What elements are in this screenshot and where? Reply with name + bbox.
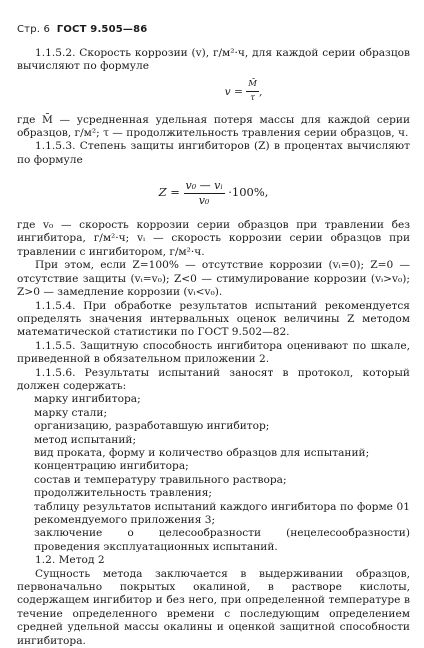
page-number: Стр. 6 [17, 24, 51, 35]
list-item: концентрацию ингибитора; [34, 460, 189, 473]
method-2-paragraph: Сущность метода заключается в выдерживании образцов, первоначально покрытых окалиной, в растворе кислоты, содержащем ингибитор и без него, при определенной температуре в течение определенного времени с последующим определением средней удельной массы окалины и оценкой защитной способности ингибитора. [17, 567, 410, 647]
formula1-fraction [246, 78, 259, 106]
list-item: марку ингибитора; [34, 393, 141, 406]
list-item: марку стали; [34, 406, 108, 419]
paragraph-1-1-5-2: 1.1.5.2. Скорость коррозии (v), г/м²·ч, для каждой серии образцов вычисляют по формуле [17, 47, 410, 73]
where-2: где v₀ — скорость коррозии серии образцов при травлении без ингибитора, г/м²·ч; vᵢ — скорость коррозии серии образцов при травлении с ингибитором, г/м²·ч. [17, 219, 410, 258]
formula2-numerator: v₀ — vᵢ [185, 179, 223, 193]
paragraph-1-1-5-6: 1.1.5.6. Результаты испытаний заносят в протокол, который должен содержать: [17, 366, 410, 392]
formula2-denominator: v₀ [198, 193, 210, 207]
page-header [17, 24, 147, 35]
method-2-title: 1.2. Метод 2 [35, 554, 105, 567]
document-body [17, 47, 410, 648]
where-1: где M̄ — усредненная удельная потеря массы для каждой серии образцов, г/м²; τ — продолжительность травления серии образцов, ч. [17, 113, 410, 140]
list-item: состав и температуру травильного раствора; [34, 473, 287, 486]
list-item: вид проката, форму и количество образцов для испытаний; [34, 446, 370, 459]
formula2-lhs: Z = [158, 185, 180, 200]
list-item: метод испытаний; [34, 433, 137, 446]
formula2-rhs: ·100%, [228, 185, 269, 200]
formula1-lhs: v = [224, 85, 243, 98]
paragraph-1-1-5-5: 1.1.5.5. Защитную способность ингибитора оценивают по шкале, приведенной в обязательном приложении 2. [17, 339, 410, 366]
list-item: продолжительность травления; [34, 487, 212, 500]
paragraph-1-1-5-4: 1.1.5.4. При обработке результатов испытаний рекомендуется определять значения интервальных оценок величины Z методом математической статистики по ГОСТ 9.502—82. [17, 299, 410, 339]
protection-degree-formula [17, 179, 410, 207]
formula1-numerator: M̄ [246, 78, 259, 92]
formula1-end: , [258, 85, 263, 98]
paragraph-note: При этом, если Z=100% — отсутствие коррозии (vᵢ=0); Z=0 — отсутствие защиты (vᵢ=v₀); Z<0 — стимулирование коррозии (vᵢ>v₀); Z>0 — замедление коррозии (vᵢ<v₀). [17, 259, 410, 299]
formula1-denominator: τ [250, 93, 255, 104]
corrosion-rate-formula [77, 78, 410, 106]
standard-code: ГОСТ 9.505—86 [56, 24, 148, 35]
paragraph-1-1-5-3: 1.1.5.3. Степень защиты ингибиторов (Z) в процентах вычисляют по формуле [17, 140, 410, 166]
protocol-contents-list [17, 393, 410, 554]
list-item: таблицу результатов испытаний каждого ингибитора по форме 01 рекомендуемого приложения 3; [34, 500, 410, 526]
list-item: организацию, разработавшую ингибитор; [34, 420, 270, 433]
list-item: заключение о целесообразности (нецелесообразности) проведения эксплуатационных испытаний. [34, 527, 410, 553]
formula2-fraction [184, 179, 225, 207]
